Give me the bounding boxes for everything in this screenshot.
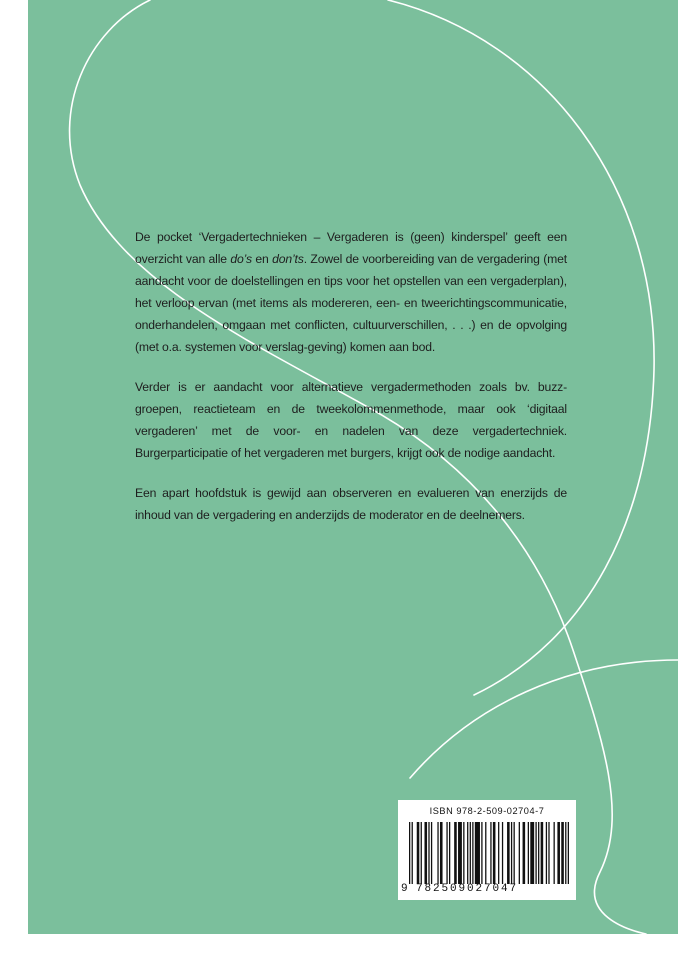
curve-bottom-arc: [410, 660, 678, 778]
barcode-bar: [502, 822, 503, 884]
barcode-bar: [546, 822, 547, 884]
barcode-bar: [548, 822, 549, 884]
barcode-bars: [409, 822, 569, 884]
donts-term: don’ts: [272, 252, 304, 266]
barcode-bar: [421, 822, 422, 884]
barcode-bar: [557, 822, 560, 884]
barcode-bar: [428, 822, 429, 884]
barcode-bar: [446, 822, 447, 884]
barcode-bar: [409, 822, 410, 884]
barcode-bar: [431, 822, 432, 884]
barcode-bar: [561, 822, 564, 884]
barcode-bar: [554, 822, 555, 884]
barcode-bar: [472, 822, 473, 884]
barcode-bar: [490, 822, 491, 884]
barcode-bar: [541, 822, 544, 884]
barcode-bar: [424, 822, 427, 884]
barcode-bar: [470, 822, 471, 884]
barcode-bar: [530, 822, 534, 884]
blurb-text: [135, 226, 567, 544]
barcode-bar: [458, 822, 462, 884]
book-back-cover: [28, 0, 678, 934]
barcode-bar: [467, 822, 468, 884]
isbn-label: ISBN 978-2-509-02704-7: [429, 806, 545, 816]
barcode-bar: [417, 822, 420, 884]
barcode-bar: [449, 822, 450, 884]
barcode-bar: [454, 822, 457, 884]
ean-remaining-digits: 782509027047: [416, 883, 519, 895]
barcode-bar: [437, 822, 438, 884]
isbn-barcode: [398, 800, 576, 900]
barcode-bar: [481, 822, 482, 884]
barcode-bar: [528, 822, 529, 884]
blurb-paragraph-1: De pocket ‘Vergadertechnieken – Vergaderen is (geen) kinderspel’ geeft een overzicht van alle do’s en don’ts. Zowel de voorbereiding van de vergadering (met aandacht voor de doelstellingen en tips voor het opstellen van een vergaderplan), het verloop ervan (met items als modereren, een- en tweerichtingscommunicatie, onderhandelen, omgaan met conflicten, cultuurverschillen, . . .) en de opvolging (met o.a. systemen voor verslag-geving) komen aan bod.: [135, 230, 567, 354]
barcode-bar: [475, 822, 480, 884]
barcode-bar: [463, 822, 464, 884]
barcode-bar: [498, 822, 499, 884]
barcode-bar: [514, 822, 515, 884]
barcode-bar: [565, 822, 566, 884]
barcode-bar: [440, 822, 443, 884]
ean-first-digit: 9: [401, 883, 408, 895]
barcode-bar: [493, 822, 496, 884]
barcode-bar: [535, 822, 536, 884]
barcode-bar: [568, 822, 569, 884]
dos-term: do’s: [230, 252, 252, 266]
barcode-bar: [485, 822, 486, 884]
barcode-bar: [523, 822, 526, 884]
blurb-paragraph-3: Een apart hoofdstuk is gewijd aan observeren en evalueren van enerzijds de inhoud van de vergadering en anderzijds de moderator en de deelnemers.: [135, 486, 567, 522]
blurb-paragraph-2: Verder is er aandacht voor alternatieve vergadermethoden zoals bv. buzz-groepen, reactieteam en de tweekolommenmethode, maar ook ‘digitaal vergaderen’ met de voor- en nadelen van deze vergadertechniek. Burgerparticipatie of het vergaderen met burgers, krijgt ook de nodige aandacht.: [135, 380, 567, 460]
barcode-bar: [538, 822, 539, 884]
barcode-bar: [511, 822, 512, 884]
barcode-bar: [412, 822, 413, 884]
barcode-bar: [507, 822, 510, 884]
barcode-bar: [519, 822, 520, 884]
